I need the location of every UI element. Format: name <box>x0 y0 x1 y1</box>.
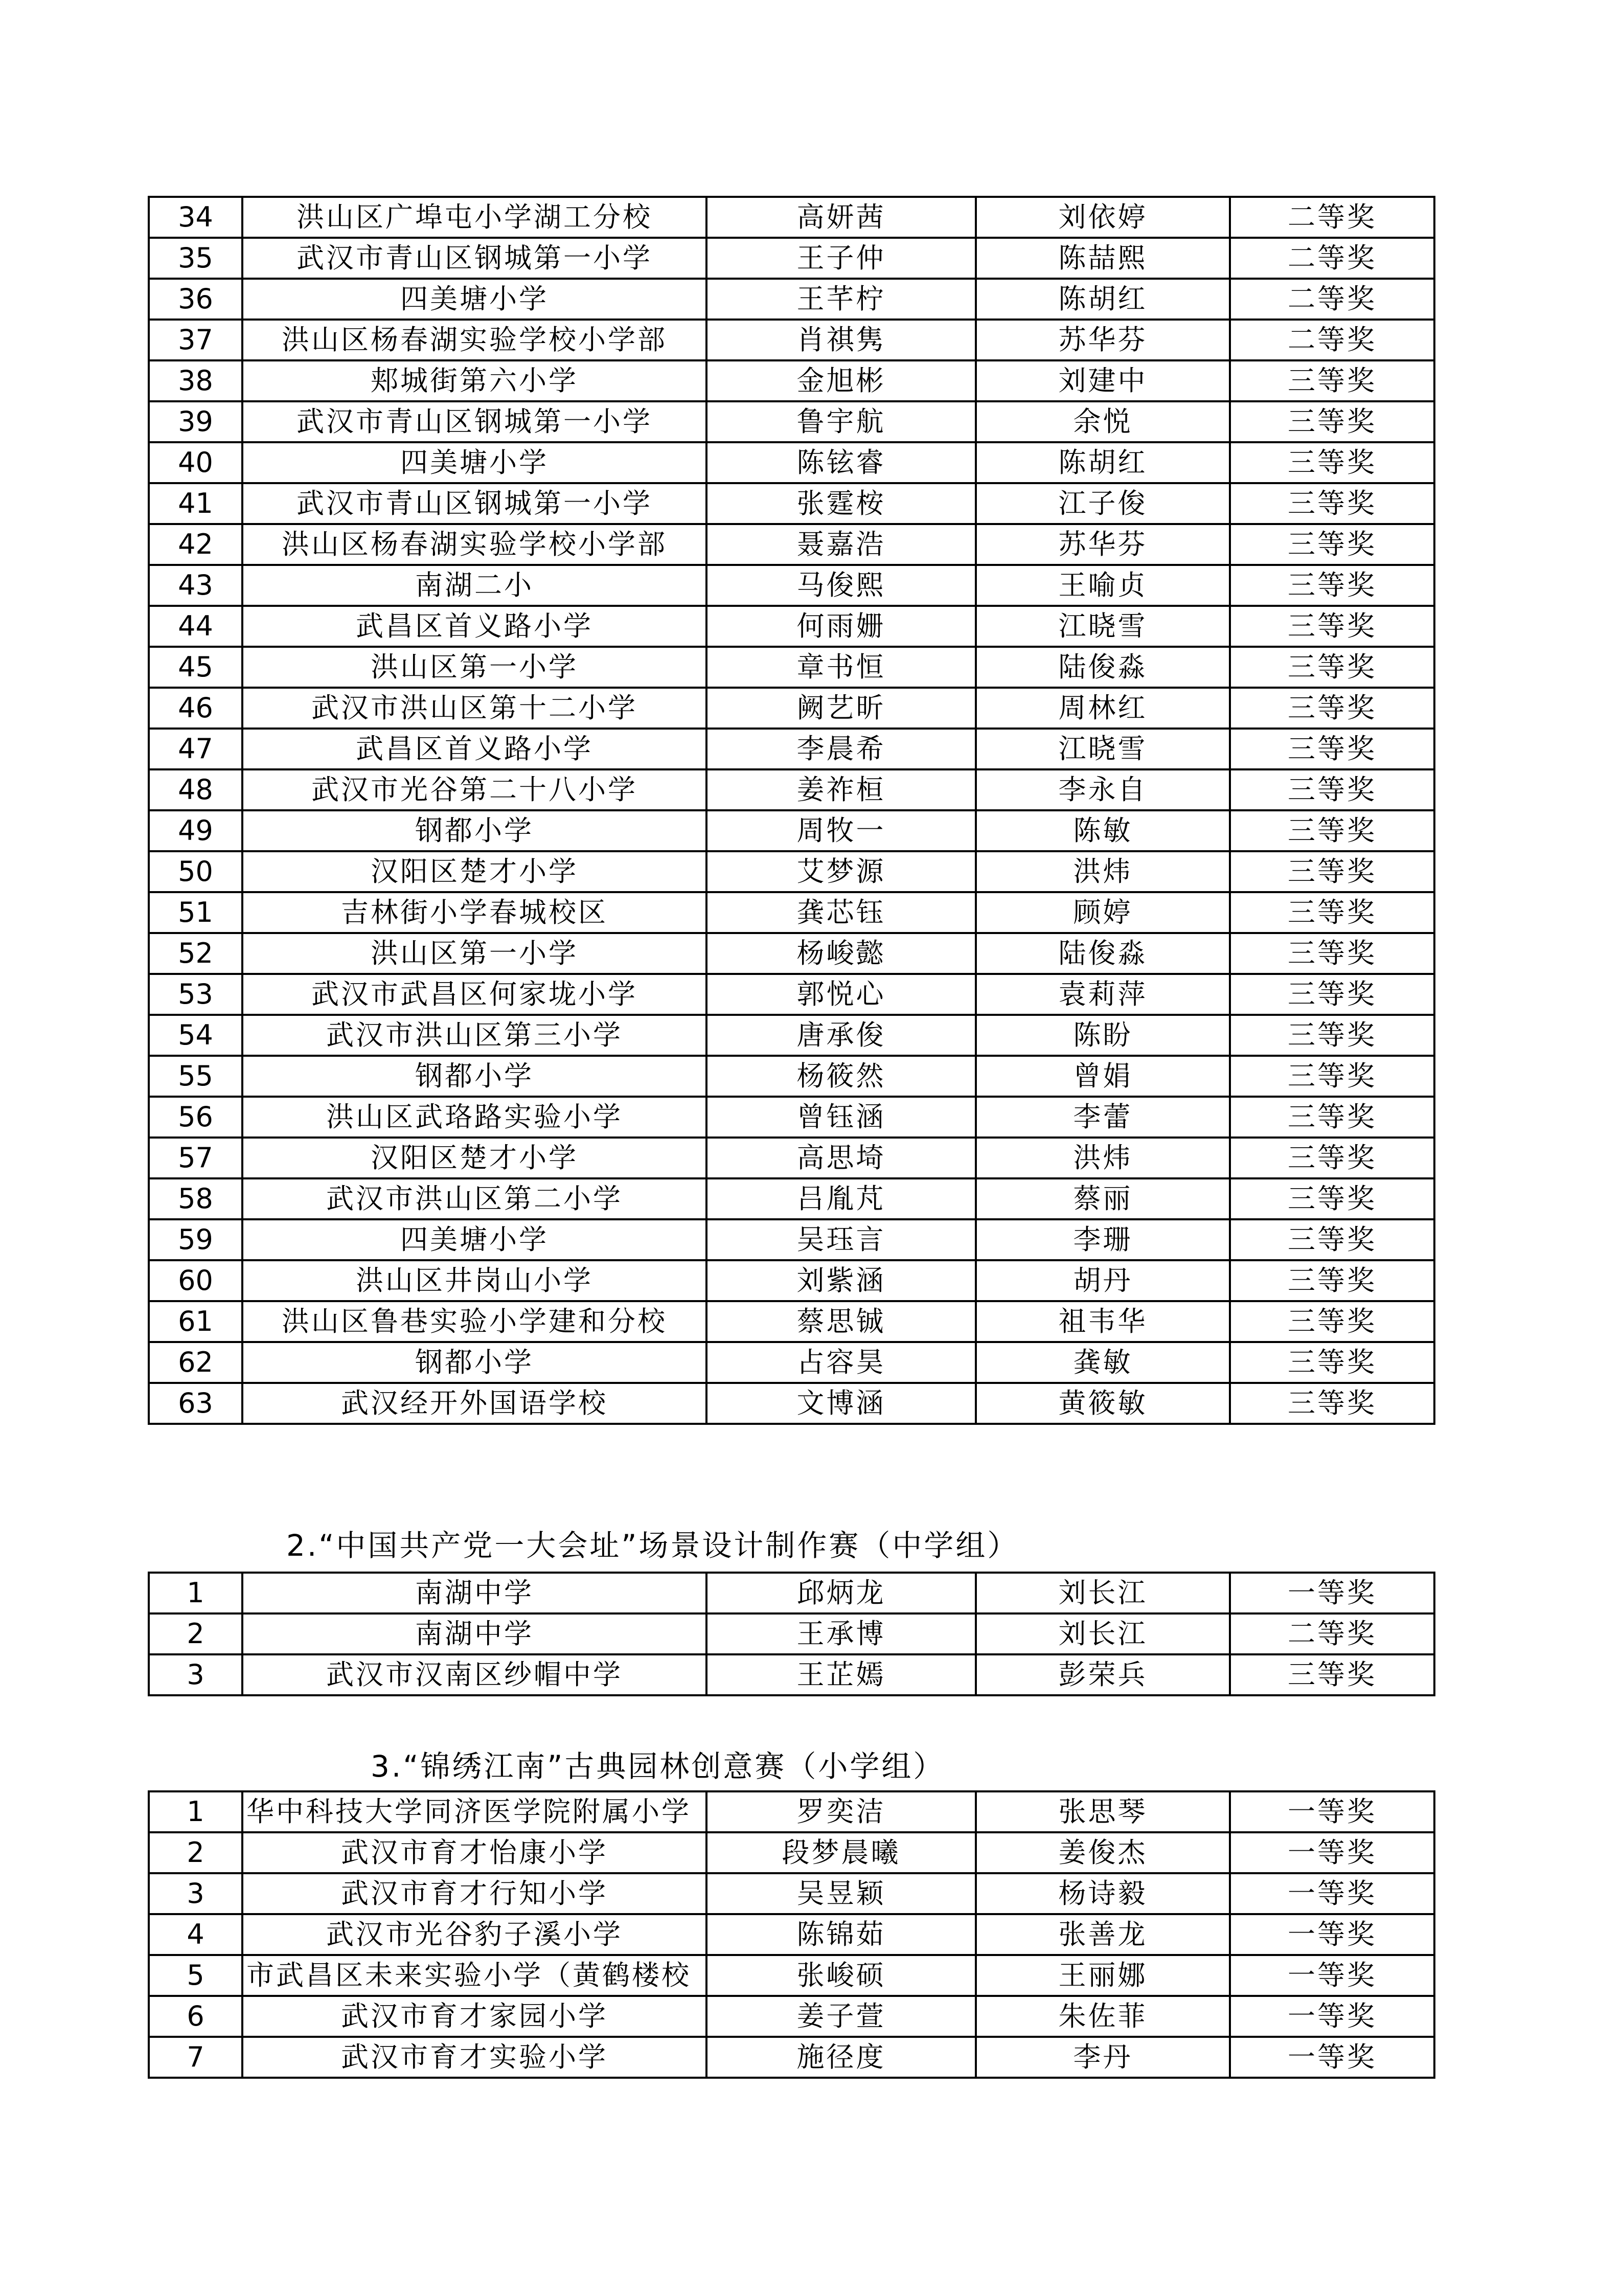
table-row <box>149 1138 1434 1178</box>
student-cell: 何雨姗 <box>706 606 976 647</box>
teacher-cell: 姜俊杰 <box>976 1832 1230 1873</box>
rank-cell: 38 <box>149 360 242 401</box>
table-row <box>149 442 1434 483</box>
school-cell: 钢都小学 <box>242 1056 706 1097</box>
school-cell: 汉阳区楚才小学 <box>242 1138 706 1178</box>
rank-cell: 46 <box>149 688 242 729</box>
award-cell: 三等奖 <box>1230 1056 1434 1097</box>
rank-cell: 2 <box>149 1832 242 1873</box>
student-cell: 陈铉睿 <box>706 442 976 483</box>
teacher-cell: 袁莉萍 <box>976 974 1230 1015</box>
table-row <box>149 401 1434 442</box>
award-table-2 <box>148 1572 1435 1696</box>
rank-cell: 5 <box>149 1955 242 1996</box>
student-cell: 吕胤芃 <box>706 1178 976 1219</box>
student-cell: 张霆桉 <box>706 483 976 524</box>
table-row <box>149 606 1434 647</box>
teacher-cell: 蔡丽 <box>976 1178 1230 1219</box>
teacher-cell: 刘依婷 <box>976 197 1230 238</box>
school-cell: 四美塘小学 <box>242 1219 706 1260</box>
rank-cell: 53 <box>149 974 242 1015</box>
student-cell: 王芊柠 <box>706 279 976 320</box>
student-cell: 聂嘉浩 <box>706 524 976 565</box>
school-cell: 南湖二小 <box>242 565 706 606</box>
award-table-3-body <box>149 1791 1434 2078</box>
award-cell: 三等奖 <box>1230 606 1434 647</box>
school-cell: 武汉市汉南区纱帽中学 <box>242 1654 706 1695</box>
school-cell: 武汉市光谷豹子溪小学 <box>242 1914 706 1955</box>
award-cell: 三等奖 <box>1230 360 1434 401</box>
award-table-1 <box>148 196 1435 1425</box>
table-row <box>149 1219 1434 1260</box>
teacher-cell: 朱佐菲 <box>976 1996 1230 2037</box>
table-row <box>149 1873 1434 1914</box>
teacher-cell: 胡丹 <box>976 1260 1230 1301</box>
award-cell: 三等奖 <box>1230 1138 1434 1178</box>
table-row <box>149 1573 1434 1613</box>
table-row <box>149 974 1434 1015</box>
table-row <box>149 769 1434 810</box>
student-cell: 陈锦茹 <box>706 1914 976 1955</box>
rank-cell: 37 <box>149 320 242 360</box>
table-row <box>149 1914 1434 1955</box>
rank-cell: 56 <box>149 1097 242 1138</box>
award-cell: 三等奖 <box>1230 810 1434 851</box>
table-row <box>149 1832 1434 1873</box>
award-cell: 三等奖 <box>1230 1015 1434 1056</box>
school-cell: 武昌区首义路小学 <box>242 606 706 647</box>
student-cell: 罗奕洁 <box>706 1791 976 1832</box>
award-table-1-body <box>149 197 1434 1424</box>
rank-cell: 1 <box>149 1573 242 1613</box>
award-cell: 三等奖 <box>1230 851 1434 892</box>
rank-cell: 48 <box>149 769 242 810</box>
table-row <box>149 279 1434 320</box>
teacher-cell: 顾婷 <box>976 892 1230 933</box>
rank-cell: 42 <box>149 524 242 565</box>
teacher-cell: 龚敏 <box>976 1342 1230 1383</box>
school-cell: 武汉市育才行知小学 <box>242 1873 706 1914</box>
table-row <box>149 1654 1434 1695</box>
rank-cell: 45 <box>149 647 242 688</box>
teacher-cell: 洪炜 <box>976 1138 1230 1178</box>
teacher-cell: 刘长江 <box>976 1613 1230 1654</box>
rank-cell: 63 <box>149 1383 242 1424</box>
student-cell: 张峻硕 <box>706 1955 976 1996</box>
school-cell: 四美塘小学 <box>242 279 706 320</box>
student-cell: 高妍茜 <box>706 197 976 238</box>
rank-cell: 39 <box>149 401 242 442</box>
student-cell: 唐承俊 <box>706 1015 976 1056</box>
student-cell: 曾钰涵 <box>706 1097 976 1138</box>
rank-cell: 60 <box>149 1260 242 1301</box>
teacher-cell: 张思琴 <box>976 1791 1230 1832</box>
teacher-cell: 陈胡红 <box>976 442 1230 483</box>
school-cell: 武汉市育才怡康小学 <box>242 1832 706 1873</box>
school-cell: 武汉市青山区钢城第一小学 <box>242 238 706 279</box>
school-cell: 武汉市育才家园小学 <box>242 1996 706 2037</box>
rank-cell: 50 <box>149 851 242 892</box>
rank-cell: 44 <box>149 606 242 647</box>
school-cell: 钢都小学 <box>242 1342 706 1383</box>
award-cell: 一等奖 <box>1230 1914 1434 1955</box>
student-cell: 占容昊 <box>706 1342 976 1383</box>
award-cell: 一等奖 <box>1230 1996 1434 2037</box>
school-cell: 武昌区首义路小学 <box>242 729 706 769</box>
rank-cell: 47 <box>149 729 242 769</box>
student-cell: 金旭彬 <box>706 360 976 401</box>
award-cell: 一等奖 <box>1230 1955 1434 1996</box>
school-cell: 洪山区杨春湖实验学校小学部 <box>242 320 706 360</box>
award-cell: 三等奖 <box>1230 1301 1434 1342</box>
rank-cell: 3 <box>149 1873 242 1914</box>
award-cell: 三等奖 <box>1230 1654 1434 1695</box>
student-cell: 杨筱然 <box>706 1056 976 1097</box>
school-cell: 武汉经开外国语学校 <box>242 1383 706 1424</box>
teacher-cell: 李蕾 <box>976 1097 1230 1138</box>
award-cell: 二等奖 <box>1230 197 1434 238</box>
table-row <box>149 729 1434 769</box>
table-row <box>149 1301 1434 1342</box>
school-cell: 洪山区武珞路实验小学 <box>242 1097 706 1138</box>
school-cell: 武汉市洪山区第二小学 <box>242 1178 706 1219</box>
rank-cell: 2 <box>149 1613 242 1654</box>
school-cell: 武汉市洪山区第三小学 <box>242 1015 706 1056</box>
rank-cell: 54 <box>149 1015 242 1056</box>
rank-cell: 55 <box>149 1056 242 1097</box>
table-row <box>149 1260 1434 1301</box>
school-cell: 南湖中学 <box>242 1573 706 1613</box>
award-cell: 三等奖 <box>1230 401 1434 442</box>
school-cell: 武汉市武昌区何家垅小学 <box>242 974 706 1015</box>
student-cell: 杨峻懿 <box>706 933 976 974</box>
award-cell: 二等奖 <box>1230 1613 1434 1654</box>
award-cell: 一等奖 <box>1230 1573 1434 1613</box>
school-cell: 武汉市育才实验小学 <box>242 2037 706 2078</box>
student-cell: 文博涵 <box>706 1383 976 1424</box>
award-cell: 一等奖 <box>1230 2037 1434 2078</box>
student-cell: 肖祺隽 <box>706 320 976 360</box>
school-cell: 郏城街第六小学 <box>242 360 706 401</box>
student-cell: 周牧一 <box>706 810 976 851</box>
section-3-title: 3.“锦绣江南”古典园林创意赛（小学组） <box>371 1749 945 1784</box>
award-cell: 三等奖 <box>1230 892 1434 933</box>
teacher-cell: 祖韦华 <box>976 1301 1230 1342</box>
rank-cell: 51 <box>149 892 242 933</box>
award-cell: 一等奖 <box>1230 1832 1434 1873</box>
rank-cell: 40 <box>149 442 242 483</box>
teacher-cell: 余悦 <box>976 401 1230 442</box>
award-cell: 三等奖 <box>1230 647 1434 688</box>
teacher-cell: 江子俊 <box>976 483 1230 524</box>
teacher-cell: 陆俊淼 <box>976 933 1230 974</box>
table-row <box>149 851 1434 892</box>
award-cell: 三等奖 <box>1230 933 1434 974</box>
rank-cell: 62 <box>149 1342 242 1383</box>
table-row <box>149 933 1434 974</box>
rank-cell: 59 <box>149 1219 242 1260</box>
school-cell: 洪山区第一小学 <box>242 647 706 688</box>
student-cell: 王承博 <box>706 1613 976 1654</box>
student-cell: 艾梦源 <box>706 851 976 892</box>
school-cell: 市武昌区未来实验小学（黄鹤楼校 <box>242 1955 706 1996</box>
teacher-cell: 刘长江 <box>976 1573 1230 1613</box>
rank-cell: 3 <box>149 1654 242 1695</box>
table-row <box>149 892 1434 933</box>
table-row <box>149 1613 1434 1654</box>
table-row <box>149 360 1434 401</box>
student-cell: 吴珏言 <box>706 1219 976 1260</box>
award-cell: 二等奖 <box>1230 279 1434 320</box>
school-cell: 武汉市光谷第二十八小学 <box>242 769 706 810</box>
teacher-cell: 陈胡红 <box>976 279 1230 320</box>
school-cell: 洪山区广埠屯小学湖工分校 <box>242 197 706 238</box>
table-row <box>149 1056 1434 1097</box>
rank-cell: 41 <box>149 483 242 524</box>
teacher-cell: 彭荣兵 <box>976 1654 1230 1695</box>
student-cell: 蔡思铖 <box>706 1301 976 1342</box>
award-cell: 三等奖 <box>1230 1342 1434 1383</box>
award-cell: 三等奖 <box>1230 974 1434 1015</box>
school-cell: 武汉市青山区钢城第一小学 <box>242 401 706 442</box>
teacher-cell: 苏华芬 <box>976 524 1230 565</box>
table-row <box>149 2037 1434 2078</box>
award-cell: 三等奖 <box>1230 565 1434 606</box>
rank-cell: 58 <box>149 1178 242 1219</box>
table-row <box>149 1015 1434 1056</box>
award-cell: 三等奖 <box>1230 1383 1434 1424</box>
student-cell: 姜祚桓 <box>706 769 976 810</box>
table-row <box>149 565 1434 606</box>
teacher-cell: 张善龙 <box>976 1914 1230 1955</box>
rank-cell: 36 <box>149 279 242 320</box>
rank-cell: 49 <box>149 810 242 851</box>
student-cell: 吴昱颖 <box>706 1873 976 1914</box>
award-cell: 一等奖 <box>1230 1873 1434 1914</box>
teacher-cell: 王丽娜 <box>976 1955 1230 1996</box>
teacher-cell: 李永自 <box>976 769 1230 810</box>
award-cell: 三等奖 <box>1230 1260 1434 1301</box>
rank-cell: 34 <box>149 197 242 238</box>
rank-cell: 61 <box>149 1301 242 1342</box>
teacher-cell: 李珊 <box>976 1219 1230 1260</box>
award-cell: 三等奖 <box>1230 729 1434 769</box>
student-cell: 李晨希 <box>706 729 976 769</box>
table-row <box>149 810 1434 851</box>
teacher-cell: 江晓雪 <box>976 729 1230 769</box>
school-cell: 吉林街小学春城校区 <box>242 892 706 933</box>
table-row <box>149 1342 1434 1383</box>
table-row <box>149 1097 1434 1138</box>
award-cell: 一等奖 <box>1230 1791 1434 1832</box>
teacher-cell: 杨诗毅 <box>976 1873 1230 1914</box>
award-cell: 二等奖 <box>1230 320 1434 360</box>
teacher-cell: 刘建中 <box>976 360 1230 401</box>
student-cell: 马俊熙 <box>706 565 976 606</box>
award-table-3 <box>148 1790 1435 2079</box>
section-2-title: 2.“中国共产党一大会址”场景设计制作赛（中学组） <box>286 1528 1019 1563</box>
rank-cell: 4 <box>149 1914 242 1955</box>
school-cell: 南湖中学 <box>242 1613 706 1654</box>
table-row <box>149 238 1434 279</box>
table-row <box>149 1955 1434 1996</box>
award-cell: 二等奖 <box>1230 238 1434 279</box>
table-row <box>149 647 1434 688</box>
teacher-cell: 周林红 <box>976 688 1230 729</box>
rank-cell: 7 <box>149 2037 242 2078</box>
table-row <box>149 1383 1434 1424</box>
student-cell: 段梦晨曦 <box>706 1832 976 1873</box>
teacher-cell: 曾娟 <box>976 1056 1230 1097</box>
student-cell: 章书恒 <box>706 647 976 688</box>
teacher-cell: 陈盼 <box>976 1015 1230 1056</box>
table-row <box>149 483 1434 524</box>
school-cell: 洪山区杨春湖实验学校小学部 <box>242 524 706 565</box>
teacher-cell: 王喻贞 <box>976 565 1230 606</box>
school-cell: 钢都小学 <box>242 810 706 851</box>
school-cell: 四美塘小学 <box>242 442 706 483</box>
rank-cell: 52 <box>149 933 242 974</box>
school-cell: 汉阳区楚才小学 <box>242 851 706 892</box>
teacher-cell: 陆俊淼 <box>976 647 1230 688</box>
award-cell: 三等奖 <box>1230 483 1434 524</box>
teacher-cell: 陈敏 <box>976 810 1230 851</box>
student-cell: 阙艺昕 <box>706 688 976 729</box>
student-cell: 姜子萱 <box>706 1996 976 2037</box>
table-row <box>149 1178 1434 1219</box>
table-row <box>149 1996 1434 2037</box>
rank-cell: 43 <box>149 565 242 606</box>
school-cell: 洪山区第一小学 <box>242 933 706 974</box>
student-cell: 刘紫涵 <box>706 1260 976 1301</box>
student-cell: 龚芯钰 <box>706 892 976 933</box>
award-cell: 三等奖 <box>1230 1178 1434 1219</box>
student-cell: 王芷嫣 <box>706 1654 976 1695</box>
award-cell: 三等奖 <box>1230 769 1434 810</box>
school-cell: 华中科技大学同济医学院附属小学 <box>242 1791 706 1832</box>
table-row <box>149 197 1434 238</box>
student-cell: 高思埼 <box>706 1138 976 1178</box>
teacher-cell: 江晓雪 <box>976 606 1230 647</box>
table-row <box>149 1791 1434 1832</box>
rank-cell: 35 <box>149 238 242 279</box>
rank-cell: 6 <box>149 1996 242 2037</box>
student-cell: 鲁宇航 <box>706 401 976 442</box>
teacher-cell: 陈喆熙 <box>976 238 1230 279</box>
student-cell: 施径度 <box>706 2037 976 2078</box>
rank-cell: 1 <box>149 1791 242 1832</box>
teacher-cell: 黄筱敏 <box>976 1383 1230 1424</box>
award-cell: 三等奖 <box>1230 688 1434 729</box>
award-cell: 三等奖 <box>1230 442 1434 483</box>
teacher-cell: 李丹 <box>976 2037 1230 2078</box>
table-row <box>149 320 1434 360</box>
teacher-cell: 洪炜 <box>976 851 1230 892</box>
award-cell: 三等奖 <box>1230 1219 1434 1260</box>
award-cell: 三等奖 <box>1230 1097 1434 1138</box>
teacher-cell: 苏华芬 <box>976 320 1230 360</box>
rank-cell: 57 <box>149 1138 242 1178</box>
school-cell: 武汉市洪山区第十二小学 <box>242 688 706 729</box>
student-cell: 邱炳龙 <box>706 1573 976 1613</box>
award-table-2-body <box>149 1573 1434 1695</box>
table-row <box>149 524 1434 565</box>
award-cell: 三等奖 <box>1230 524 1434 565</box>
school-cell: 洪山区井岗山小学 <box>242 1260 706 1301</box>
student-cell: 郭悦心 <box>706 974 976 1015</box>
table-row <box>149 688 1434 729</box>
school-cell: 洪山区鲁巷实验小学建和分校 <box>242 1301 706 1342</box>
school-cell: 武汉市青山区钢城第一小学 <box>242 483 706 524</box>
student-cell: 王子仲 <box>706 238 976 279</box>
